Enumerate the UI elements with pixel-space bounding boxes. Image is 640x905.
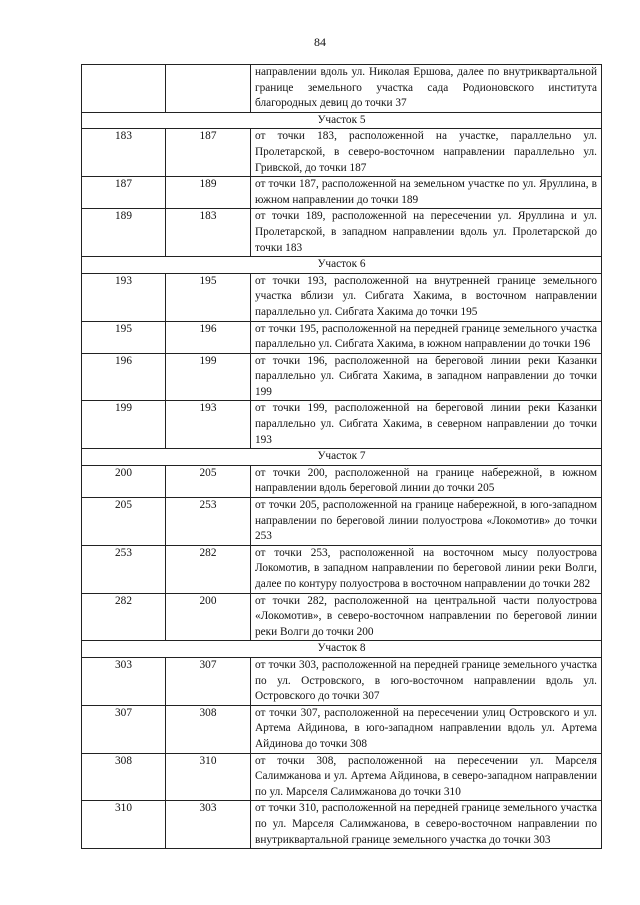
to-point-cell: 253 (166, 498, 251, 546)
to-point-cell: 200 (166, 593, 251, 641)
table-row (82, 321, 602, 353)
section-title: Участок 6 (82, 257, 602, 274)
page-number: 84 (314, 35, 326, 49)
table-row (82, 401, 602, 449)
to-point-cell: 205 (166, 465, 251, 497)
description-cell: от точки 310, расположенной на передней границе земельного участка по ул. Марселя Салимжанова, в северо-восточном направлении по внутриквартальной границе земельного участка до точки 303 (251, 801, 602, 849)
from-point-cell: 303 (82, 657, 166, 705)
description-cell: от точки 205, расположенной на границе набережной, в юго-западном направлении по береговой линии полуострова «Локомотив» до точки 253 (251, 498, 602, 546)
section-header-row (82, 449, 602, 466)
section-header-row (82, 112, 602, 129)
from-point-cell: 310 (82, 801, 166, 849)
description-cell: от точки 193, расположенной на внутренней границе земельного участка вблизи ул. Сибгата Хакима, в восточном направлении параллельно ул. Сибгата Хакима до точки 195 (251, 273, 602, 321)
description-cell: от точки 187, расположенной на земельном участке по ул. Яруллина, в южном направлении до точки 189 (251, 177, 602, 209)
from-point-cell: 187 (82, 177, 166, 209)
table-row (82, 705, 602, 753)
description-cell: от точки 253, расположенной на восточном мысу полуострова Локомотив, в западном направлении по береговой линии реки Волги, далее по контуру полуострова в восточном направлении до точки 282 (251, 545, 602, 593)
from-point-cell: 193 (82, 273, 166, 321)
to-point-cell: 310 (166, 753, 251, 801)
description-cell: от точки 282, расположенной на центральной части полуострова «Локомотив», в северо-восточном направлении по береговой линии реки Волги до точки 200 (251, 593, 602, 641)
description-cell: от точки 189, расположенной на пересечении ул. Яруллина и ул. Пролетарской, в западном направлении вдоль ул. Пролетарской до точки 183 (251, 209, 602, 257)
from-point-cell: 205 (82, 498, 166, 546)
section-header-row (82, 257, 602, 274)
table-row (82, 545, 602, 593)
table-row (82, 177, 602, 209)
from-point-cell: 282 (82, 593, 166, 641)
section-title: Участок 5 (82, 112, 602, 129)
from-point-cell: 307 (82, 705, 166, 753)
description-cell: от точки 308, расположенной на пересечении ул. Марселя Салимжанова и ул. Артема Айдинова, в северо-западном направлении по ул. Марселя Салимжанова до точки 310 (251, 753, 602, 801)
table-row (82, 129, 602, 177)
from-point-cell: 199 (82, 401, 166, 449)
to-point-cell: 307 (166, 657, 251, 705)
description-cell: от точки 183, расположенной на участке, параллельно ул. Пролетарской, в северо-восточном направлении параллельно ул. Гривской, до точки 187 (251, 129, 602, 177)
to-point-cell: 196 (166, 321, 251, 353)
description-cell: от точки 307, расположенной на пересечении улиц Островского и ул. Артема Айдинова, в юго-западном направлении вдоль ул. Артема Айдинова до точки 308 (251, 705, 602, 753)
description-cell: направлении вдоль ул. Николая Ершова, далее по внутриквартальной границе земельного участка сада Родионовского института благородных девиц до точки 37 (251, 65, 602, 113)
section-header-row (82, 641, 602, 658)
from-point-cell: 253 (82, 545, 166, 593)
description-cell: от точки 199, расположенной на береговой линии реки Казанки параллельно ул. Сибгата Хакима, в северном направлении до точки 193 (251, 401, 602, 449)
to-point-cell: 282 (166, 545, 251, 593)
from-point-cell (82, 65, 166, 113)
to-point-cell: 187 (166, 129, 251, 177)
to-point-cell: 183 (166, 209, 251, 257)
section-title: Участок 8 (82, 641, 602, 658)
to-point-cell: 303 (166, 801, 251, 849)
to-point-cell: 189 (166, 177, 251, 209)
to-point-cell: 308 (166, 705, 251, 753)
from-point-cell: 189 (82, 209, 166, 257)
table-row (82, 65, 602, 113)
table-row (82, 273, 602, 321)
description-cell: от точки 195, расположенной на передней границе земельного участка параллельно ул. Сибгата Хакима, в южном направлении до точки 196 (251, 321, 602, 353)
table-row (82, 753, 602, 801)
table-row (82, 657, 602, 705)
boundary-table (81, 64, 602, 849)
from-point-cell: 308 (82, 753, 166, 801)
to-point-cell: 199 (166, 353, 251, 401)
description-cell: от точки 196, расположенной на береговой линии реки Казанки параллельно ул. Сибгата Хакима, в западном направлении до точки 199 (251, 353, 602, 401)
to-point-cell (166, 65, 251, 113)
table-row (82, 465, 602, 497)
description-cell: от точки 303, расположенной на передней границе земельного участка по ул. Островского, в юго-восточном направлении вдоль ул. Островского до точки 307 (251, 657, 602, 705)
to-point-cell: 193 (166, 401, 251, 449)
description-cell: от точки 200, расположенной на границе набережной, в южном направлении вдоль береговой линии до точки 205 (251, 465, 602, 497)
table-row (82, 498, 602, 546)
table-row (82, 801, 602, 849)
table-row (82, 209, 602, 257)
table-row (82, 353, 602, 401)
section-title: Участок 7 (82, 449, 602, 466)
to-point-cell: 195 (166, 273, 251, 321)
from-point-cell: 200 (82, 465, 166, 497)
from-point-cell: 196 (82, 353, 166, 401)
table-body (82, 65, 602, 849)
from-point-cell: 195 (82, 321, 166, 353)
from-point-cell: 183 (82, 129, 166, 177)
table-row (82, 593, 602, 641)
